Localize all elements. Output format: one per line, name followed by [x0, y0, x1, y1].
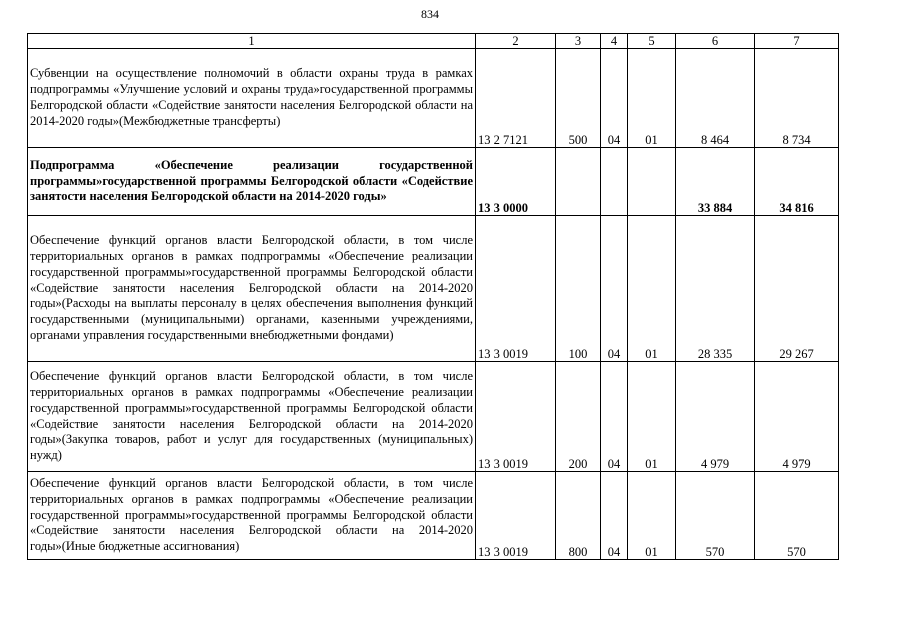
row-value: 29 267 [755, 216, 839, 362]
row-description: Обеспечение функций органов власти Белгородской области, в том числе территориальных органов в рамках подпрограммы «Обеспечение реализации государственной программы»государственной программы Белгородской области «Содействие занятости населения Белгородской области на 2014-2020 годы»(Иные бюджетные ассигнования) [28, 472, 476, 560]
row-value: 34 816 [755, 148, 839, 216]
column-header: 3 [556, 34, 601, 49]
row-code: 13 3 0019 [476, 472, 556, 560]
row-value: 570 [676, 472, 755, 560]
row-code: 13 2 7121 [476, 49, 556, 148]
row-description: Обеспечение функций органов власти Белгородской области, в том числе территориальных органов в рамках подпрограммы «Обеспечение реализации государственной программы»государственной программы Белгородской области «Содействие занятости населения Белгородской области на 2014-2020 годы»(Закупка товаров, работ и услуг для государственных (муниципальных) нужд) [28, 362, 476, 472]
row-value: 4 979 [755, 362, 839, 472]
row-description: Обеспечение функций органов власти Белгородской области, в том числе территориальных органов в рамках подпрограммы «Обеспечение реализации государственной программы»государственной программы Белгородской области «Содействие занятости населения Белгородской области на 2014-2020 годы»(Расходы на выплаты персоналу в целях обеспечения выполнения функций государственными (муниципальными) органами, казенными учреждениями, органами управления государственными внебюджетными фондами) [28, 216, 476, 362]
row-code: 13 3 0000 [476, 148, 556, 216]
row-value: 4 979 [676, 362, 755, 472]
row-cell [601, 148, 628, 216]
column-header: 2 [476, 34, 556, 49]
row-description: Подпрограмма «Обеспечение реализации государственной программы»государственной программы Белгородской области «Содействие занятости населения Белгородской области на 2014-2020 годы» [28, 148, 476, 216]
row-cell: 01 [628, 472, 676, 560]
row-value: 28 335 [676, 216, 755, 362]
row-cell: 04 [601, 49, 628, 148]
column-header: 5 [628, 34, 676, 49]
row-cell: 04 [601, 472, 628, 560]
row-cell: 01 [628, 216, 676, 362]
row-cell: 200 [556, 362, 601, 472]
header-row [28, 34, 839, 49]
column-header: 7 [755, 34, 839, 49]
row-cell [628, 148, 676, 216]
table-row [28, 216, 839, 362]
column-header: 1 [28, 34, 476, 49]
table-row [28, 362, 839, 472]
row-value: 8 464 [676, 49, 755, 148]
row-code: 13 3 0019 [476, 216, 556, 362]
table-row [28, 472, 839, 560]
row-cell [556, 148, 601, 216]
page-number: 834 [421, 7, 439, 21]
table-row [28, 49, 839, 148]
table-row [28, 148, 839, 216]
column-header: 6 [676, 34, 755, 49]
row-cell: 800 [556, 472, 601, 560]
column-header: 4 [601, 34, 628, 49]
row-code: 13 3 0019 [476, 362, 556, 472]
row-value: 570 [755, 472, 839, 560]
row-cell: 500 [556, 49, 601, 148]
row-cell: 100 [556, 216, 601, 362]
row-description: Субвенции на осуществление полномочий в области охраны труда в рамках подпрограммы «Улучшение условий и охраны труда»государственной программы Белгородской области «Содействие занятости населения Белгородской области на 2014-2020 годы»(Межбюджетные трансферты) [28, 49, 476, 148]
row-cell: 04 [601, 362, 628, 472]
row-cell: 01 [628, 362, 676, 472]
budget-table [27, 33, 839, 560]
row-cell: 01 [628, 49, 676, 148]
row-cell: 04 [601, 216, 628, 362]
row-value: 33 884 [676, 148, 755, 216]
row-value: 8 734 [755, 49, 839, 148]
